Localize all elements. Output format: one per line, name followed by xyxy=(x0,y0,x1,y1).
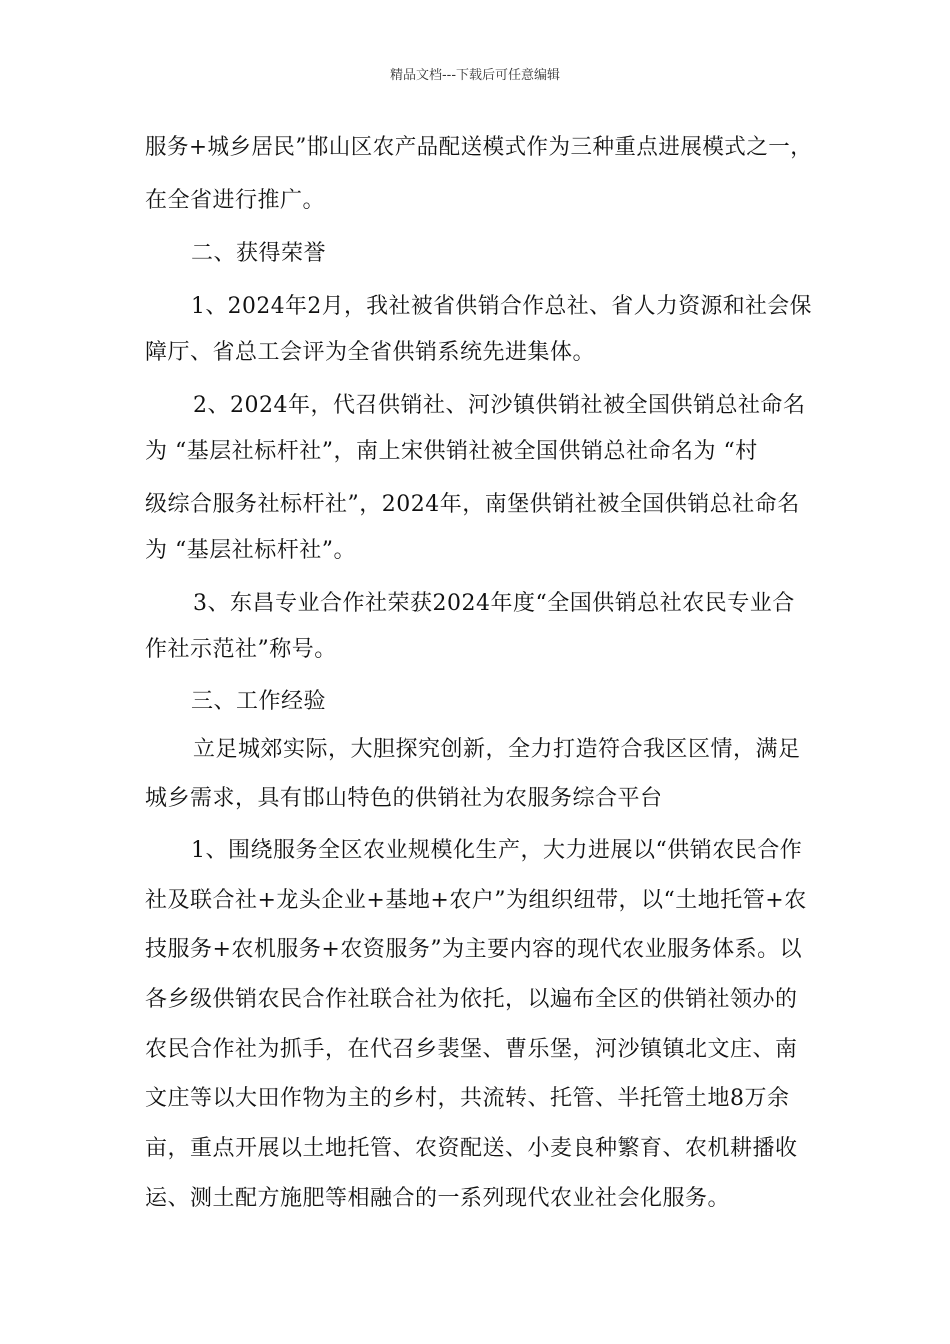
text-line: 2、2024年，代召供销社、河沙镇供销社被全国供销总社命名 xyxy=(193,393,806,418)
page-header: 精品文档---下载后可任意编辑 xyxy=(389,68,561,83)
text-line: 各乡级供销农民合作社联合社为依托，以遍布全区的供销社领办的 xyxy=(145,987,798,1012)
text-line: 运、测土配方施肥等相融合的一系列现代农业社会化服务。 xyxy=(145,1186,731,1211)
text-line: 作社示范社”称号。 xyxy=(145,637,337,662)
text-line: 亩，重点开展以土地托管、农资配送、小麦良种繁育、农机耕播收 xyxy=(145,1136,798,1161)
text-line: 1、围绕服务全区农业规模化生产，大力进展以“供销农民合作 xyxy=(191,838,803,863)
text-line: 社及联合社+龙头企业+基地+农户”为组织纽带，以“土地托管+农 xyxy=(145,888,807,913)
text-line: 障厅、省总工会评为全省供销系统先进集体。 xyxy=(145,340,596,365)
text-line: 文庄等以大田作物为主的乡村，共流转、托管、半托管土地8万余 xyxy=(145,1086,790,1111)
text-line: 级综合服务社标杆社”，2024年，南堡供销社被全国供销总社命名 xyxy=(145,492,800,517)
text-line: 城乡需求，具有邯山特色的供销社为农服务综合平台 xyxy=(145,786,663,811)
text-line: 为 “基层社标杆社”，南上宋供销社被全国供销总社命名为 “村 xyxy=(145,439,758,464)
text-line: 服务+城乡居民”邯山区农产品配送模式作为三种重点进展模式之一， xyxy=(145,135,813,160)
text-line: 为 “基层社标杆社”。 xyxy=(145,538,356,563)
section-heading: 二、获得荣誉 xyxy=(191,241,327,266)
section-heading: 三、工作经验 xyxy=(191,689,327,714)
text-line: 在全省进行推广。 xyxy=(145,188,326,213)
text-line: 1、2024年2月，我社被省供销合作总社、省人力资源和社会保 xyxy=(191,294,812,319)
text-line: 农民合作社为抓手，在代召乡裴堡、曹乐堡，河沙镇镇北文庄、南 xyxy=(145,1037,798,1062)
text-line: 立足城郊实际，大胆探究创新，全力打造符合我区区情，满足 xyxy=(193,737,801,762)
text-line: 3、东昌专业合作社荣获2024年度“全国供销总社农民专业合 xyxy=(193,591,795,616)
text-line: 技服务+农机服务+农资服务”为主要内容的现代农业服务体系。以 xyxy=(145,937,803,962)
